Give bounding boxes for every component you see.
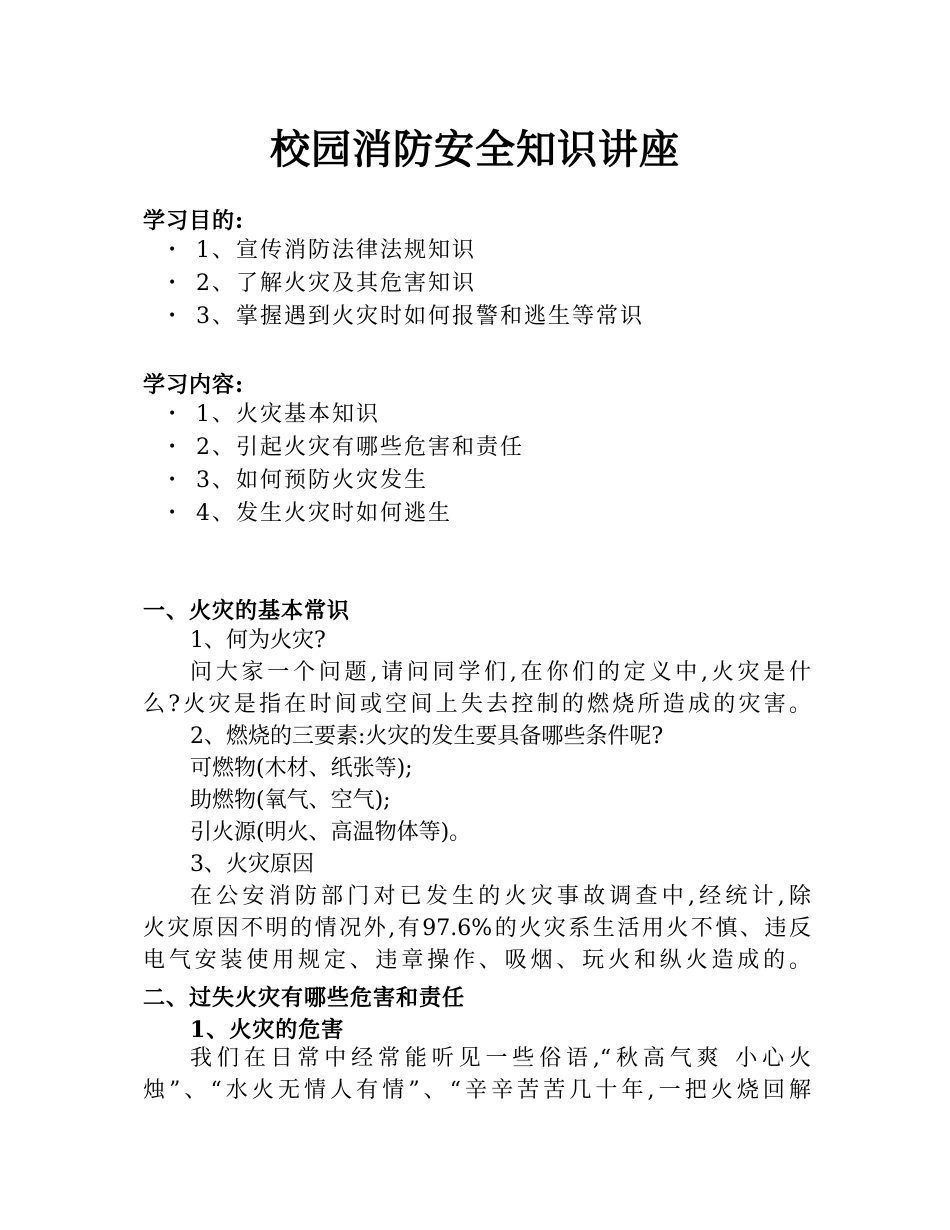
paragraph-line: 问大家一个问题,请问同学们,在你们的定义中,火灾是什 [190, 660, 811, 685]
paragraph-line: 火灾原因不明的情况外,有97.6%的火灾系生活用火不慎、违反 [143, 916, 811, 941]
list-item: • 2、引起火灾有哪些危害和责任 [168, 431, 524, 464]
paragraph-line: 烛”、“水火无情人有情”、“辛辛苦苦几十年,一把火烧回解 [143, 1078, 811, 1103]
paragraph-line: 1、何为火灾? [190, 628, 326, 653]
paragraph-line: 我们在日常中经常能听见一些俗语,“秋高气爽 小心火 [190, 1046, 811, 1071]
contents-list [168, 398, 524, 530]
bullet-icon: • [168, 505, 179, 521]
section1-heading: 一、火灾的基本常识 [143, 598, 351, 624]
bullet-icon: • [168, 472, 179, 488]
paragraph-line: 引火源(明火、高温物体等)。 [190, 820, 472, 845]
section2-heading: 二、过失火灾有哪些危害和责任 [143, 985, 466, 1011]
page-title: 校园消防安全知识讲座 [270, 126, 680, 173]
list-item: • 1、宣传消防法律法规知识 [168, 234, 644, 267]
objectives-list [168, 234, 644, 333]
paragraph-line: 2、燃烧的三要素:火灾的发生要具备哪些条件呢? [190, 724, 664, 749]
bullet-icon: • [168, 439, 179, 455]
list-item: • 2、了解火灾及其危害知识 [168, 267, 644, 300]
list-item: • 1、火灾基本知识 [168, 398, 524, 431]
paragraph-line: 么?火灾是指在时间或空间上失去控制的燃烧所造成的灾害。 [143, 692, 811, 717]
bullet-icon: • [168, 308, 179, 324]
paragraph-line: 助燃物(氧气、空气); [190, 788, 391, 813]
paragraph-line: 在公安消防部门对已发生的火灾事故调查中,经统计,除 [190, 884, 811, 909]
contents-heading: 学习内容: [143, 372, 245, 398]
list-item: • 4、发生火灾时如何逃生 [168, 497, 524, 530]
list-item: • 3、如何预防火灾发生 [168, 464, 524, 497]
bullet-icon: • [168, 275, 179, 291]
objectives-heading: 学习目的: [143, 208, 245, 234]
section2-subheading: 1、火灾的危害 [190, 1017, 345, 1043]
bullet-icon: • [168, 406, 179, 422]
paragraph-line: 电气安装使用规定、违章操作、吸烟、玩火和纵火造成的。 [143, 948, 811, 973]
paragraph-line: 3、火灾原因 [190, 852, 314, 877]
list-item: • 3、掌握遇到火灾时如何报警和逃生等常识 [168, 300, 644, 333]
paragraph-line: 可燃物(木材、纸张等); [190, 756, 413, 781]
bullet-icon: • [168, 242, 179, 258]
